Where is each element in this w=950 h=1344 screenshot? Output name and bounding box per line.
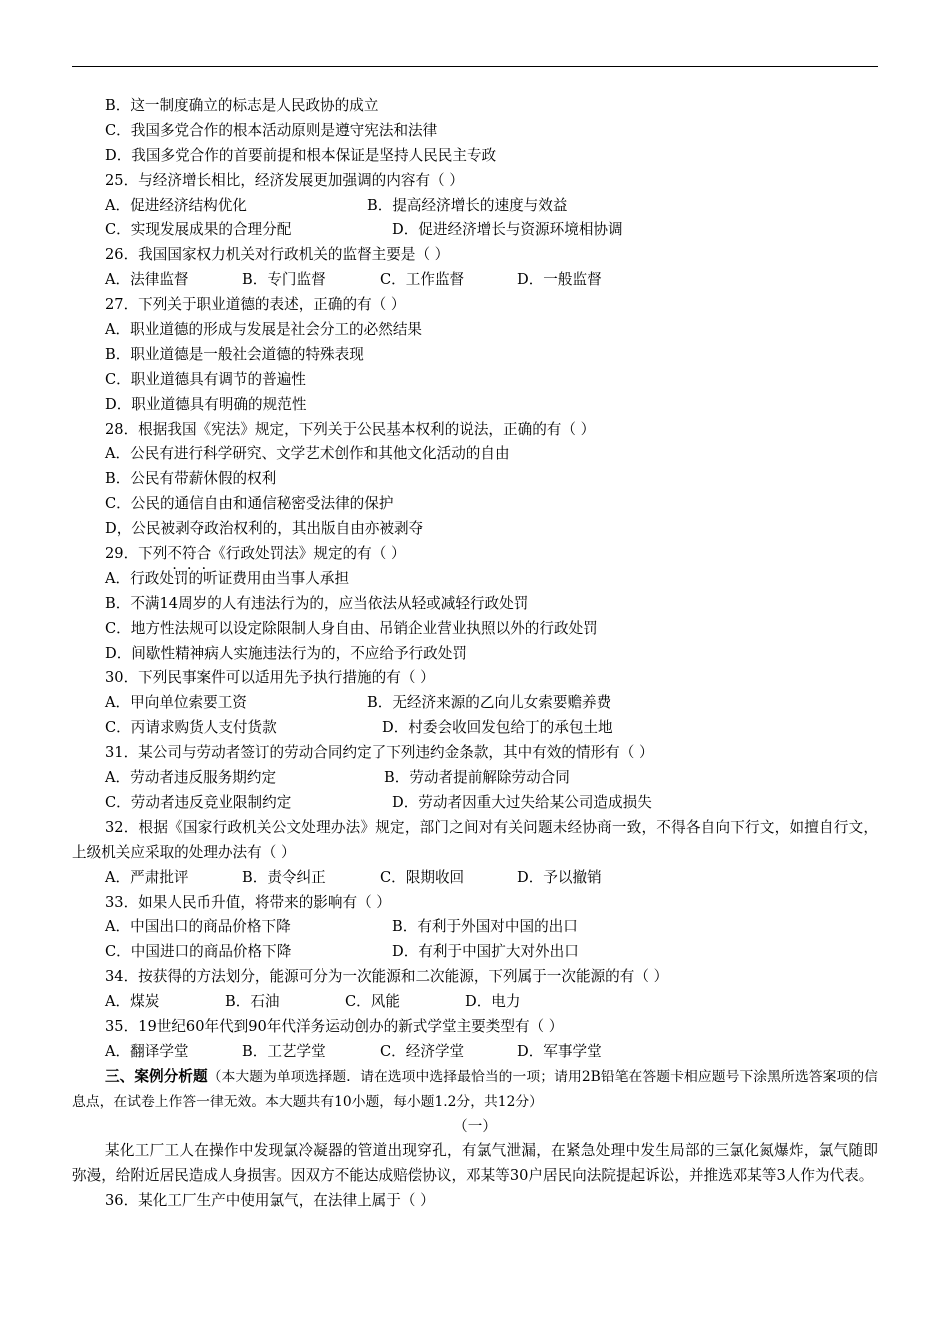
question-27-stem: 27．下列关于职业道德的表述，正确的有（ ） [105,296,406,314]
option-line: C．我国多党合作的根本活动原则是遵守宪法和法律 [105,121,438,139]
question-32-stem: 32．根据《国家行政机关公文处理办法》规定，部门之间对有关问题未经协商一致，不得各自向下行文，如擅自行文，上级机关应采取的处理办法有（ ） [72,818,878,861]
question-31-options-row2 [72,791,878,816]
option-a: A．煤炭 [105,993,160,1011]
option-c: C．实现发展成果的合理分配 [105,221,292,239]
question-34-stem: 34．按获得的方法划分，能源可分为一次能源和二次能源，下列属于一次能源的有（ ） [105,968,669,986]
option-b: B．公民有带薪休假的权利 [105,470,277,488]
option-d: D，公民被剥夺政治权利的，其出版自由亦被剥夺 [105,520,424,538]
option-d: D．一般监督 [517,271,602,289]
option-a: A．公民有进行科学研究、文学艺术创作和其他文化活动的自由 [105,445,510,463]
question-26-options [72,268,878,293]
option-c: C．风能 [345,993,400,1011]
question-34-options [72,990,878,1015]
emphasis-char: 合 [196,545,212,563]
option-c: C．中国进口的商品价格下降 [105,943,292,961]
option-c: C．地方性法规可以设定除限制人身自由、吊销企业营业执照以外的行政处罚 [105,619,598,637]
option-c: C．丙请求购货人支付货款 [105,719,277,737]
question-31-options-row1 [72,766,878,791]
section-3-note: （本大题为单项选择题．请在选项中选择最恰当的一项；请用2B铅笔在答题卡相应题号下涂黑所选答案项的信息点，在试卷上作答一律无效。本大题共有10小题，每小题1.2分，共12分） [72,1068,878,1110]
question-35-stem: 35．19世纪60年代到90年代洋务运动创办的新式学堂主要类型有（ ） [105,1017,564,1035]
option-b: B．劳动者提前解除劳动合同 [384,769,570,787]
stem-prefix: 29．下列 [105,545,168,563]
option-d: D．职业道德具有明确的规范性 [105,395,307,413]
case-number: （一） [453,1117,497,1135]
option-a: A．职业道德的形成与发展是社会分工的必然结果 [105,321,423,339]
section-3-title: 三、案例分析题 [105,1067,208,1085]
question-36-stem: 36．某化工厂生产中使用氯气，在法律上属于（ ） [105,1192,435,1210]
option-a: A．严肃批评 [105,868,189,886]
emphasis-char: 不 [167,545,182,563]
question-25-options-row1 [72,194,878,219]
question-25-stem: 25．与经济增长相比，经济发展更加强调的内容有（ ） [105,171,464,189]
option-c: C．职业道德具有调节的普遍性 [105,370,306,388]
option-d: D．村委会收回发包给丁的承包土地 [382,719,613,737]
option-a: A．行政处罚的听证费用由当事人承担 [105,569,350,587]
option-a: A．促进经济结构优化 [105,196,247,214]
option-a: A．甲向单位索要工资 [105,694,247,712]
question-35-options [72,1040,878,1065]
option-b: B．无经济来源的乙向儿女索要赡养费 [367,694,612,712]
question-26-stem: 26．我国国家权力机关对行政机关的监督主要是（ ） [105,246,450,264]
question-33-options-row1 [72,915,878,940]
option-line: B．这一制度确立的标志是人民政协的成立 [105,97,379,114]
question-31-stem: 31．某公司与劳动者签订的劳动合同约定了下列违约金条款，其中有效的情形有（ ） [105,744,654,762]
question-32-options [72,866,878,891]
question-29-stem [72,542,878,567]
option-b: B．有利于外国对中国的出口 [392,918,578,936]
option-d: D．劳动者因重大过失给某公司造成损失 [392,793,652,811]
option-c: C．工作监督 [380,271,465,289]
option-c: C．劳动者违反竞业限制约定 [105,793,292,811]
option-b: B．石油 [225,993,280,1011]
question-33-options-row2 [72,940,878,965]
option-line: D．我国多党合作的首要前提和根本保证是坚持人民民主专政 [105,146,497,164]
option-b: B．专门监督 [242,271,326,289]
option-d: D．电力 [465,993,521,1011]
option-a: A．劳动者违反服务期约定 [105,769,277,787]
stem-suffix: 《行政处罚法》规定的有（ ） [211,545,406,563]
option-b: B．责令纠正 [242,868,326,886]
page-content [72,94,878,1214]
question-30-stem: 30．下列民事案件可以适用先予执行措施的有（ ） [105,669,435,687]
option-d: D．军事学堂 [517,1042,602,1060]
option-a: A．中国出口的商品价格下降 [105,918,291,936]
option-c: C．限期收回 [380,868,465,886]
option-b: B．不满14周岁的人有违法行为的，应当依法从轻或减轻行政处罚 [105,594,529,612]
option-b: B．工艺学堂 [242,1042,326,1060]
question-30-options-row2 [72,716,878,741]
option-a: A．翻译学堂 [105,1042,189,1060]
question-25-options-row2 [72,218,878,243]
question-30-options-row1 [72,691,878,716]
header-rule [72,66,878,67]
option-d: D．予以撤销 [517,868,602,886]
question-28-stem: 28．根据我国《宪法》规定，下列关于公民基本权利的说法，正确的有（ ） [105,420,596,438]
option-c: C．公民的通信自由和通信秘密受法律的保护 [105,495,394,513]
option-d: D．有利于中国扩大对外出口 [392,943,579,961]
option-a: A．法律监督 [105,271,189,289]
option-d: D．间歇性精神病人实施违法行为的，不应给予行政处罚 [105,644,467,662]
option-b: B．提高经济增长的速度与效益 [367,196,568,214]
option-d: D．促进经济增长与资源环境相协调 [392,221,623,239]
section-3-heading [72,1065,878,1115]
case-text: 某化工厂工人在操作中发现氯冷凝器的管道出现穿孔，有氯气泄漏，在紧急处理中发生局部的三氯化氮爆炸，氯气随即弥漫，给附近居民造成人身损害。因双方不能达成赔偿协议，邓某等30户居民向法院提起诉讼，并推选邓某等3人作为代表。 [72,1142,878,1185]
option-c: C．经济学堂 [380,1042,465,1060]
option-b: B．职业道德是一般社会道德的特殊表现 [105,345,364,363]
emphasis-char: 符 [181,545,197,563]
question-33-stem: 33．如果人民币升值，将带来的影响有（ ） [105,893,391,911]
